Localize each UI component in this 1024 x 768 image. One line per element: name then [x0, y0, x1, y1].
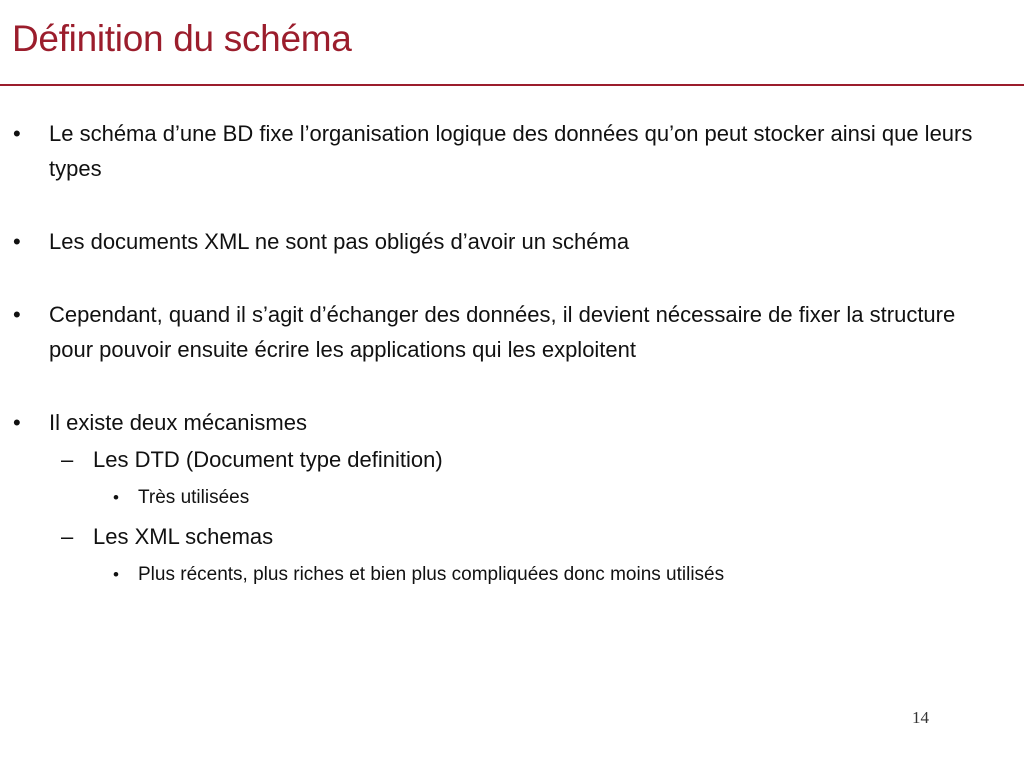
- sub-sub-bullet-item: [0, 556, 1024, 594]
- sub-sub-bullet-text: Très utilisées: [138, 487, 250, 508]
- dash-marker: –: [61, 524, 74, 549]
- bullet-item: [0, 297, 1024, 367]
- sub-sub-bullet-item: [0, 479, 1024, 517]
- page-number: 14: [912, 708, 929, 727]
- bullet-item: [0, 405, 1024, 440]
- bullet-marker: •: [113, 488, 119, 507]
- title-divider: [0, 84, 1024, 86]
- bullet-marker: •: [13, 229, 21, 254]
- bullet-item: [0, 224, 1024, 259]
- bullet-marker: •: [113, 565, 119, 584]
- sub-bullet-text: Les XML schemas: [93, 524, 274, 549]
- bullet-text: Il existe deux mécanismes: [49, 410, 307, 435]
- slide-content: [0, 116, 1024, 594]
- sub-sub-bullet-text: Plus récents, plus riches et bien plus compliquées donc moins utilisés: [138, 564, 725, 585]
- bullet-item: [0, 116, 1024, 186]
- slide-title: Définition du schéma: [12, 18, 352, 59]
- bullet-text: Les documents XML ne sont pas obligés d’avoir un schéma: [49, 229, 630, 254]
- bullet-marker: •: [13, 410, 21, 435]
- bullet-text: Cependant, quand il s’agit d’échanger des données, il devient nécessaire de fixer la structure pour pouvoir ensuite écrire les applications qui les exploitent: [49, 302, 956, 362]
- dash-marker: –: [61, 447, 74, 472]
- sub-bullet-text: Les DTD (Document type definition): [93, 447, 443, 472]
- bullet-marker: •: [13, 302, 21, 327]
- bullet-text: Le schéma d’une BD fixe l’organisation logique des données qu’on peut stocker ainsi que leurs types: [49, 121, 973, 181]
- sub-bullet-item: [0, 440, 1024, 479]
- bullet-marker: •: [13, 121, 21, 146]
- sub-bullet-item: [0, 517, 1024, 556]
